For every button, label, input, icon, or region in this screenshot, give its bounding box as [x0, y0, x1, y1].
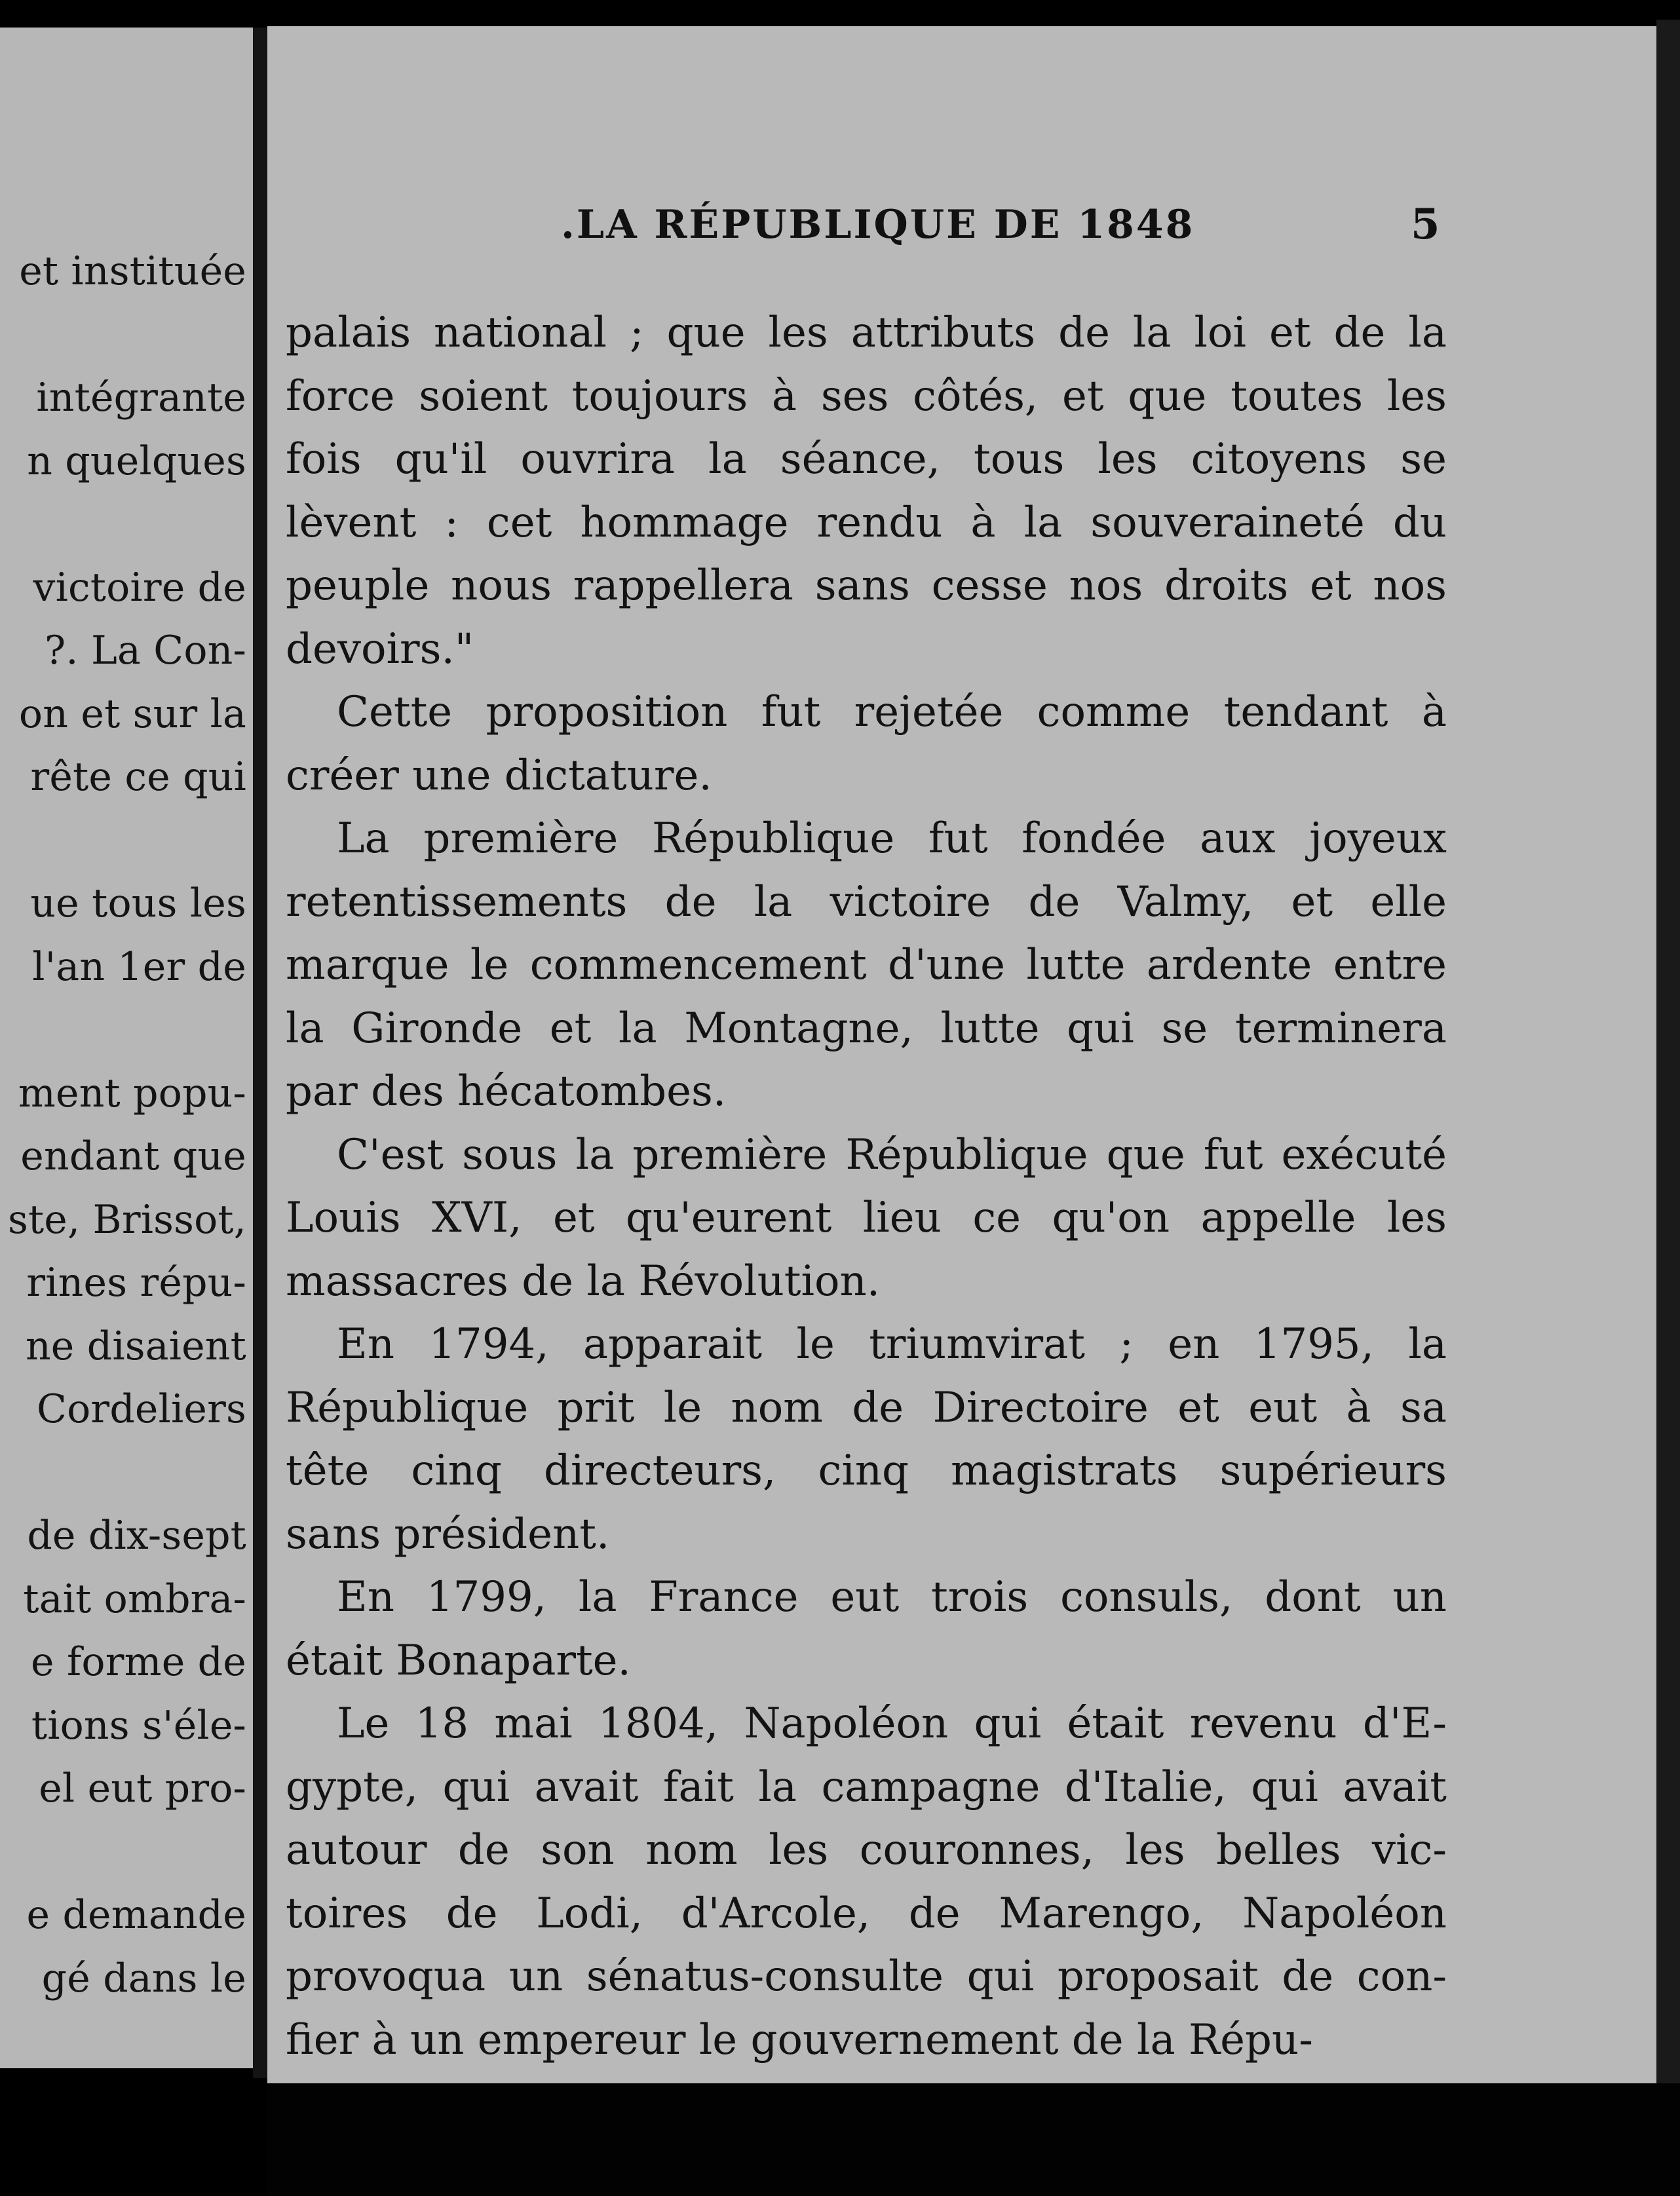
- book-page: [267, 26, 1656, 2083]
- text-line: palais national ; que les attributs de la loi et de la: [286, 309, 1447, 357]
- text-line: peuple nous rappellera sans cesse nos droits et nos: [286, 561, 1447, 610]
- left-page-line: intégrante: [36, 375, 246, 421]
- text-line: force soient toujours à ses côtés, et que toutes les: [286, 371, 1447, 421]
- text-line: toires de Lodi, d'Arcole, de Marengo, Napoléon: [286, 1889, 1447, 1938]
- left-page-line: ment popu-: [18, 1070, 246, 1116]
- left-page-line: rête ce qui: [30, 754, 246, 800]
- text-line: fois qu'il ouvrira la séance, tous les citoyens se: [286, 435, 1447, 483]
- text-line: retentissements de la victoire de Valmy, et elle: [286, 877, 1447, 926]
- text-line: République prit le nom de Directoire et eut à sa: [286, 1383, 1447, 1432]
- paragraph: [286, 1692, 1447, 2072]
- text-line: Cette proposition fut rejetée comme tendant à: [337, 688, 1447, 736]
- left-page-line: on et sur la: [18, 691, 246, 737]
- left-page-line: de dix-sept: [27, 1513, 246, 1559]
- text-line: créer une dictature.: [286, 751, 712, 800]
- left-page-line: e forme de: [31, 1639, 246, 1685]
- page-header: [267, 195, 1447, 254]
- text-line: gypte, qui avait fait la campagne d'Italie, qui avait: [286, 1762, 1447, 1811]
- paragraph: [286, 301, 1447, 681]
- paragraph: [286, 1313, 1447, 1566]
- text-line: devoirs.": [286, 624, 474, 673]
- text-line: En 1794, apparait le triumvirat ; en 1795, la: [337, 1320, 1447, 1369]
- text-line: marque le commencement d'une lutte ardente entre: [286, 941, 1447, 989]
- paragraph: [286, 681, 1447, 807]
- page-edge-shadow: [1656, 20, 1680, 2083]
- text-line: la Gironde et la Montagne, lutte qui se terminera: [286, 1004, 1447, 1053]
- previous-page-fragment: [0, 28, 253, 2068]
- left-page-line: rines répu-: [26, 1260, 246, 1306]
- text-line: tête cinq directeurs, cinq magistrats supérieurs: [286, 1447, 1447, 1495]
- paragraph: [286, 807, 1447, 1124]
- text-line: provoqua un sénatus-consulte qui proposait de con-: [286, 1952, 1447, 2001]
- left-page-line: el eut pro-: [39, 1766, 246, 1811]
- text-line: Louis XVI, et qu'eurent lieu ce qu'on appelle les: [286, 1194, 1447, 1242]
- text-line: Le 18 mai 1804, Napoléon qui était revenu d'E-: [337, 1699, 1447, 1748]
- text-line: La première République fut fondée aux joyeux: [337, 814, 1447, 863]
- left-page-line: ?. La Con-: [45, 628, 246, 673]
- paragraph: [286, 1566, 1447, 1692]
- text-line: lèvent : cet hommage rendu à la souveraineté du: [286, 498, 1447, 547]
- text-line: massacres de la Révolution.: [286, 1257, 881, 1306]
- left-page-line: gé dans le: [41, 1955, 246, 2001]
- gutter-shadow: [253, 28, 267, 2078]
- running-title: .LA RÉPUBLIQUE DE 1848: [561, 202, 1195, 248]
- left-page-line: e demande: [26, 1892, 246, 1938]
- left-page-line: tait ombra-: [23, 1576, 246, 1622]
- body-text: [286, 301, 1447, 2072]
- left-page-line: endant que: [20, 1133, 246, 1179]
- bottom-page-shadow: [267, 2083, 1680, 2196]
- left-page-line: tions s'éle-: [31, 1702, 246, 1749]
- page-number: 5: [1411, 200, 1440, 249]
- text-line: sans président.: [286, 1509, 610, 1559]
- left-page-line: n quelques: [27, 438, 246, 484]
- left-page-line: ste, Brissot,: [7, 1196, 246, 1243]
- text-line: par des hécatombes.: [286, 1067, 727, 1116]
- left-page-line: ue tous les: [30, 880, 246, 926]
- text-line: En 1799, la France eut trois consuls, dont un: [337, 1573, 1447, 1621]
- left-page-line: l'an 1er de: [32, 943, 246, 990]
- left-page-line: ne disaient: [25, 1323, 246, 1369]
- left-page-line: et instituée: [19, 248, 246, 294]
- text-line: était Bonaparte.: [286, 1636, 631, 1685]
- text-line: C'est sous la première République que fut exécuté: [337, 1130, 1447, 1179]
- left-page-line: Cordeliers: [37, 1386, 246, 1432]
- text-line: fier à un empereur le gouvernement de la Répu-: [286, 2015, 1313, 2064]
- left-page-line: victoire de: [33, 564, 246, 611]
- text-line: autour de son nom les couronnes, les belles vic-: [286, 1826, 1447, 1874]
- paragraph: [286, 1124, 1447, 1314]
